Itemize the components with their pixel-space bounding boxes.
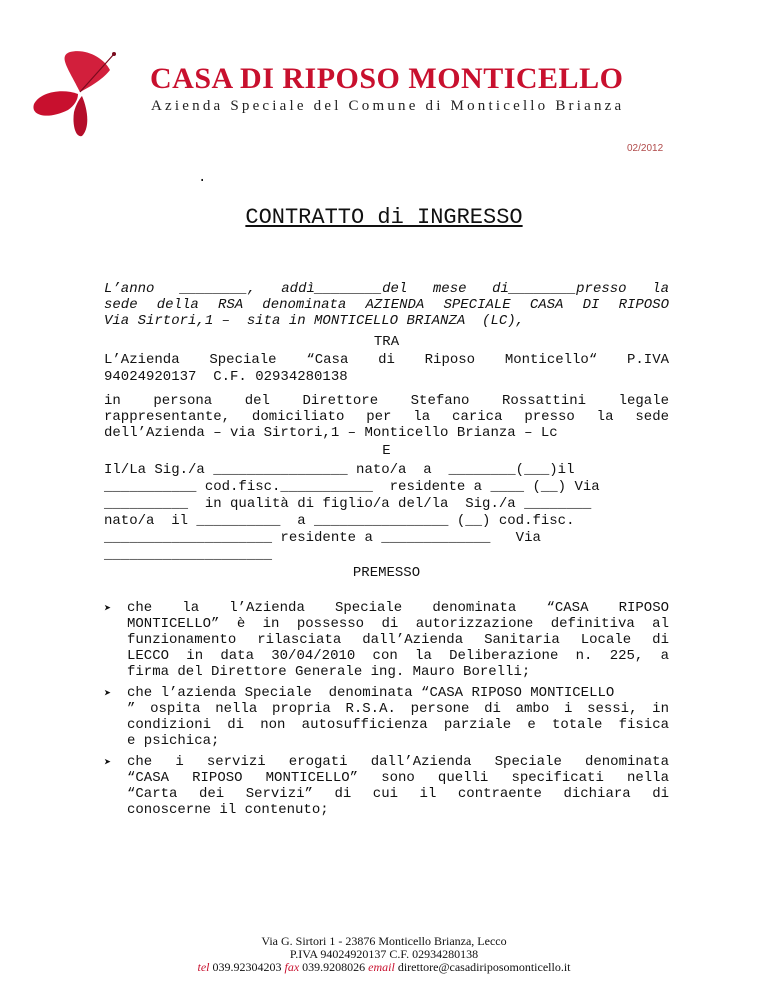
email-value[interactable]: direttore@casadiriposomonticello.it [397,960,571,974]
footer-contacts [0,961,768,974]
fax-label: fax [284,960,300,974]
party1-line-1: L’Azienda Speciale “Casa di Riposo Monticello“ P.IVA [104,352,669,368]
party2-line-5: ____________________ residente a _____________ Via [104,530,541,546]
party1-line-4: rappresentante, domiciliato per la carica presso la sede [104,409,669,425]
org-subtitle: Azienda Speciale del Comune di Monticello Brianza [151,98,625,114]
org-title: CASA DI RIPOSO MONTICELLO [150,62,624,95]
party1-line-5: dell’Azienda – via Sirtori,1 – Monticello Brianza – Lc [104,425,558,441]
fax-value: 039.9208026 [302,960,366,974]
party1-line-3: in persona del Direttore Stefano Rossattini legale [104,393,669,409]
party2-line-6: ____________________ [104,547,273,563]
party1-line-2: 94024920137 C.F. 02934280138 [104,369,348,385]
footer-tax-ids: P.IVA 94024920137 C.F. 02934280138 [289,947,479,961]
intro-line-3: Via Sirtori,1 – sita in MONTICELLO BRIANZA (LC), [104,313,525,329]
bullet2-line-2: ” ospita nella propria R.S.A. persone di ambo i sessi, in [127,701,669,717]
bullet1-line-4: LECCO in data 30/04/2010 con la Deliberazione n. 225, a [127,648,669,664]
document-title: CONTRATTO di INGRESSO [245,205,523,230]
butterfly-logo [28,48,138,140]
footer-address: Via G. Sirtori 1 - 23876 Monticello Brianza, Lecco [261,934,507,948]
bullet3-line-1: che i servizi erogati dall’Azienda Speciale denominata [127,754,669,770]
arrow-bullet-icon: ➤ [104,602,112,616]
tel-value: 039.92304203 [212,960,282,974]
intro-line-2: sede della RSA denominata AZIENDA SPECIALE CASA DI RIPOSO [104,297,669,313]
tra-heading: TRA [373,334,400,350]
email-label: email [368,960,395,974]
party2-line-2: ___________ cod.fisc.___________ residente a ____ (__) Via [104,479,600,495]
tel-label: tel [197,960,210,974]
premesso-heading: PREMESSO [352,565,421,581]
arrow-bullet-icon: ➤ [104,687,112,701]
party2-line-4: nato/a il __________ a ________________ (__) cod.fisc. [104,513,575,529]
bullet3-line-4: conoscerne il contenuto; [127,802,329,818]
bullet3-line-2: “CASA RIPOSO MONTICELLO” sono quelli specificati nella [127,770,669,786]
e-heading: E [382,443,391,459]
document-code: 02/2012 [627,143,664,154]
bullet1-line-5: firma del Direttore Generale ing. Mauro Borelli; [127,664,531,680]
bullet2-line-4: e psichica; [127,733,220,749]
bullet1-line-1: che la l’Azienda Speciale denominata “CASA RIPOSO [127,600,669,616]
intro-line-1: L’anno ________, addì________del mese di________presso la [104,281,669,297]
bullet1-line-2: MONTICELLO” è in possesso di autorizzazione definitiva al [127,616,669,632]
stray-dot: . [198,170,207,186]
arrow-bullet-icon: ➤ [104,756,112,770]
party2-line-1: Il/La Sig./a ________________ nato/a a ________(___)il [104,462,575,478]
bullet2-line-1: che l’azienda Speciale denominata “CASA RIPOSO MONTICELLO [127,685,615,701]
party2-line-3: __________ in qualità di figlio/a del/la Sig./a ________ [104,496,592,512]
bullet3-line-3: “Carta dei Servizi” di cui il contraente dichiara di [127,786,669,802]
bullet1-line-3: funzionamento rilasciata dall’Azienda Sanitaria Locale di [127,632,669,648]
bullet2-line-3: condizioni di non autosufficienza parziale e totale fisica [127,717,669,733]
